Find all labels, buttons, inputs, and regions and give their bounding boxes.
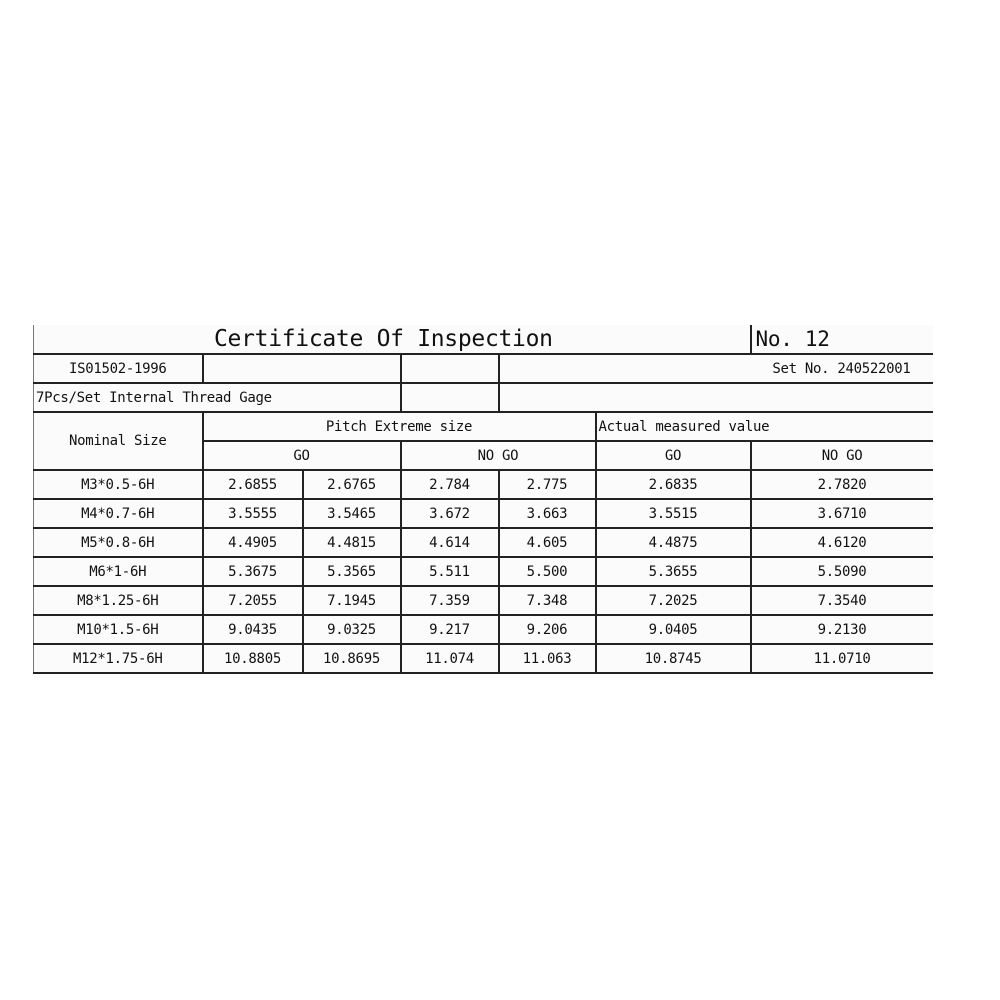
cell-go1: 4.4905 [203,528,303,557]
cell-act-go: 4.4875 [596,528,751,557]
cell-size: M5*0.8-6H [34,528,203,557]
cell-nogo2: 5.500 [499,557,596,586]
cell-size: M10*1.5-6H [34,615,203,644]
cell-nogo1: 5.511 [401,557,499,586]
description-row [34,383,933,412]
cell-act-nogo: 2.7820 [751,470,933,499]
header-row-1 [34,412,933,441]
certificate-title: Certificate Of Inspection [34,325,751,354]
cell-go1: 2.6855 [203,470,303,499]
cell-act-go: 9.0405 [596,615,751,644]
cell-nogo2: 4.605 [499,528,596,557]
cell-act-go: 7.2025 [596,586,751,615]
table-row [34,644,933,673]
cell-size: M4*0.7-6H [34,499,203,528]
header-pitch-extreme: Pitch Extreme size [203,412,596,441]
cell-act-nogo: 7.3540 [751,586,933,615]
header-actual-no-go: NO GO [751,441,933,470]
standard: IS01502-1996 [34,354,203,383]
cell-act-go: 5.3655 [596,557,751,586]
inspection-certificate-table [33,325,933,674]
cell-go2: 4.4815 [303,528,401,557]
table-row [34,557,933,586]
cell-size: M3*0.5-6H [34,470,203,499]
cell-nogo2: 2.775 [499,470,596,499]
cell-nogo2: 3.663 [499,499,596,528]
header-pitch-no-go: NO GO [401,441,596,470]
empty-cell [203,354,401,383]
cell-go1: 9.0435 [203,615,303,644]
empty-cell [499,383,933,412]
cell-go1: 3.5555 [203,499,303,528]
cell-act-nogo: 5.5090 [751,557,933,586]
table-row [34,615,933,644]
standard-row [34,354,933,383]
cell-nogo1: 11.074 [401,644,499,673]
cell-go2: 5.3565 [303,557,401,586]
cell-act-go: 10.8745 [596,644,751,673]
cell-size: M6*1-6H [34,557,203,586]
header-actual-go: GO [596,441,751,470]
cell-go2: 2.6765 [303,470,401,499]
cell-go2: 3.5465 [303,499,401,528]
header-pitch-go: GO [203,441,401,470]
cell-act-nogo: 3.6710 [751,499,933,528]
table-row [34,470,933,499]
cell-nogo1: 4.614 [401,528,499,557]
cell-nogo2: 7.348 [499,586,596,615]
table-row [34,499,933,528]
cell-size: M12*1.75-6H [34,644,203,673]
cell-go2: 7.1945 [303,586,401,615]
cell-nogo2: 11.063 [499,644,596,673]
empty-cell [401,383,499,412]
header-actual-measured: Actual measured value [596,412,933,441]
cell-size: M8*1.25-6H [34,586,203,615]
cell-act-nogo: 9.2130 [751,615,933,644]
cell-go1: 10.8805 [203,644,303,673]
cell-go2: 9.0325 [303,615,401,644]
cell-act-nogo: 4.6120 [751,528,933,557]
table-row [34,586,933,615]
set-number: Set No. 240522001 [499,354,933,383]
cell-act-go: 3.5515 [596,499,751,528]
certificate-number: No. 12 [751,325,933,354]
cell-go1: 5.3675 [203,557,303,586]
cell-nogo1: 9.217 [401,615,499,644]
title-row [34,325,933,354]
table-row [34,528,933,557]
cell-nogo2: 9.206 [499,615,596,644]
cell-nogo1: 2.784 [401,470,499,499]
cell-go2: 10.8695 [303,644,401,673]
cell-act-nogo: 11.0710 [751,644,933,673]
cell-go1: 7.2055 [203,586,303,615]
cell-act-go: 2.6835 [596,470,751,499]
header-nominal-size: Nominal Size [34,412,203,470]
cell-nogo1: 7.359 [401,586,499,615]
description: 7Pcs/Set Internal Thread Gage [34,383,401,412]
empty-cell [401,354,499,383]
cell-nogo1: 3.672 [401,499,499,528]
